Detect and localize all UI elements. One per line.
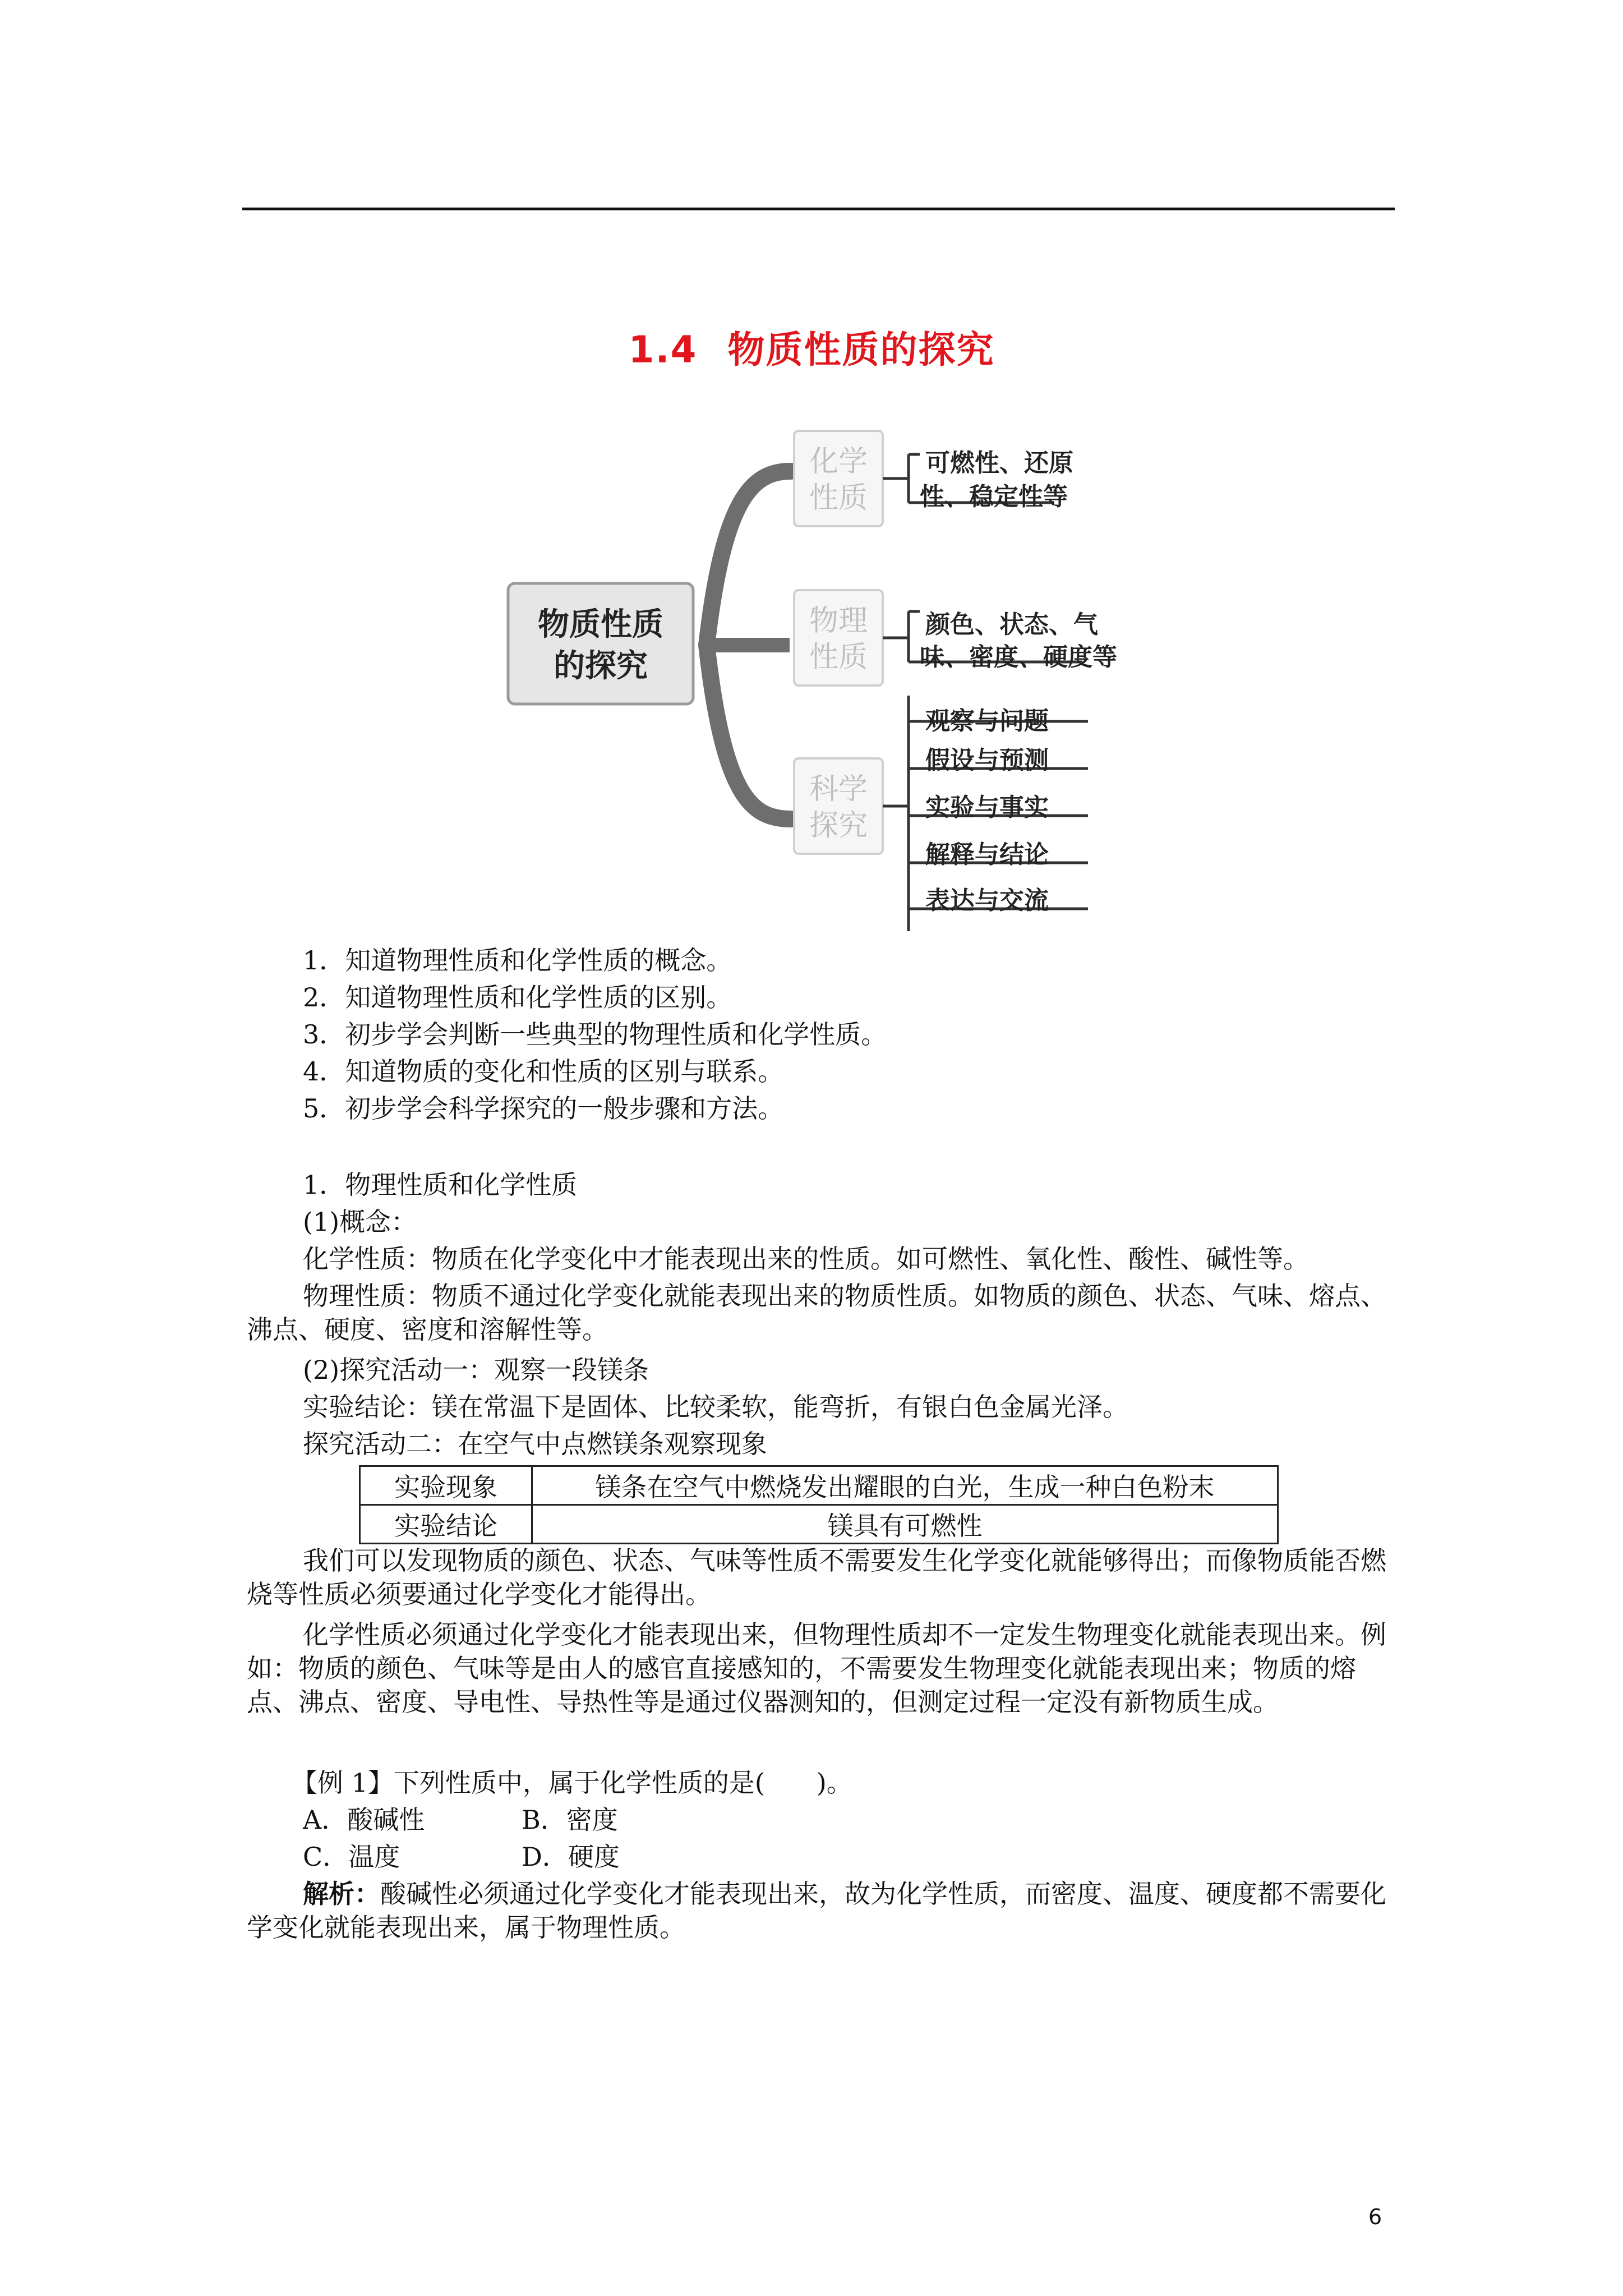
example-question: 【例 1】下列性质中，属于化学性质的是( )。 (292, 1768, 852, 1798)
table-row (360, 1466, 1278, 1505)
activity-two: 探究活动二：在空气中点燃镁条观察现象 (303, 1429, 767, 1459)
table-cell: 镁具有可燃性 (532, 1505, 1278, 1544)
objective-item: 2．知道物理性质和化学性质的区别。 (303, 982, 732, 1013)
map-step4: 解释与结论 (925, 840, 1049, 869)
map-branch1-line1: 化学 (809, 445, 868, 478)
concept-heading: (1)概念： (303, 1207, 417, 1237)
objective-item: 3．初步学会判断一些典型的物理性质和化学性质。 (303, 1019, 887, 1050)
objective-item: 5．初步学会科学探究的一般步骤和方法。 (303, 1093, 784, 1124)
section-heading: 1．物理性质和化学性质 (303, 1170, 578, 1200)
option-d: D．硬度 (522, 1842, 620, 1872)
title-text: 物质性质的探究 (727, 328, 995, 371)
map-root-line2: 的探究 (554, 648, 648, 684)
page-title (0, 320, 1623, 373)
paragraph: 化学性质必须通过化学变化才能表现出来，但物理性质却不一定发生物理变化就能表现出来。例如：物质的颜色、气味等是由人的感官直接感知的，不需要发生物理变化就能表现出来；物质的熔点、沸点、密度、导电性、导热性等是通过仪器测知的，但测定过程一定没有新物质生成。 (247, 1619, 1386, 1717)
map-branch2-line2: 性质 (809, 641, 868, 674)
phys-definition: 物理性质：物质不通过化学变化就能表现出来的物质性质。如物质的颜色、状态、气味、熔点、沸点、硬度、密度和溶解性等。 (247, 1281, 1386, 1345)
map-step5: 表达与交流 (925, 886, 1049, 915)
analysis-label: 解析： (303, 1879, 380, 1909)
map-leaf1-line1: 可燃性、还原 (925, 449, 1073, 477)
map-step2: 假设与预测 (925, 746, 1049, 775)
option-c: C．温度 (303, 1842, 400, 1872)
option-a: A．酸碱性 (303, 1805, 425, 1835)
analysis (247, 1877, 1396, 1944)
table-cell: 实验现象 (360, 1466, 532, 1505)
map-branch3-line2: 探究 (809, 809, 868, 843)
table-cell: 实验结论 (360, 1505, 532, 1544)
page-number: 6 (1368, 2205, 1382, 2229)
experiment-table (359, 1465, 1279, 1544)
map-trunk-lower (707, 645, 791, 819)
map-branch3-line1: 科学 (809, 772, 868, 806)
paragraph: 我们可以发现物质的颜色、状态、气味等性质不需要发生化学变化就能够得出；而像物质能否燃烧等性质必须要通过化学变化才能得出。 (247, 1545, 1386, 1609)
analysis-text: 酸碱性必须通过化学变化才能表现出来，故为化学性质，而密度、温度、硬度都不需要化学变化就能表现出来，属于物理性质。 (247, 1879, 1386, 1943)
title-number: 1.4 (628, 328, 698, 371)
map-root-line1: 物质性质 (538, 606, 663, 643)
map-step1: 观察与问题 (925, 707, 1049, 735)
map-branch1-line2: 性质 (809, 481, 868, 515)
conclusion-one: 实验结论：镁在常温下是固体、比较柔软，能弯折，有银白色金属光泽。 (303, 1392, 1128, 1422)
table-row (360, 1505, 1278, 1544)
map-trunk (707, 471, 791, 645)
objective-item: 4．知道物质的变化和性质的区别与联系。 (303, 1056, 784, 1087)
map-branch2-line1: 物理 (809, 604, 868, 638)
activity-one: (2)探究活动一：观察一段镁条 (303, 1355, 649, 1385)
map-leaf2-line2: 味、密度、硬度等 (920, 643, 1117, 671)
table-cell: 镁条在空气中燃烧发出耀眼的白光，生成一种白色粉末 (532, 1466, 1278, 1505)
map-leaf2-line1: 颜色、状态、气 (925, 610, 1098, 639)
chem-definition: 化学性质：物质在化学变化中才能表现出来的性质。如可燃性、氧化性、酸性、碱性等。 (303, 1244, 1309, 1274)
concept-map (494, 415, 1200, 942)
objective-item: 1．知道物理性质和化学性质的概念。 (303, 945, 732, 976)
header-rule (242, 208, 1395, 210)
map-leaf1-line2: 性、稳定性等 (920, 482, 1068, 511)
option-b: B．密度 (522, 1805, 618, 1835)
map-step3: 实验与事实 (925, 793, 1049, 822)
map-root-box (508, 583, 693, 704)
